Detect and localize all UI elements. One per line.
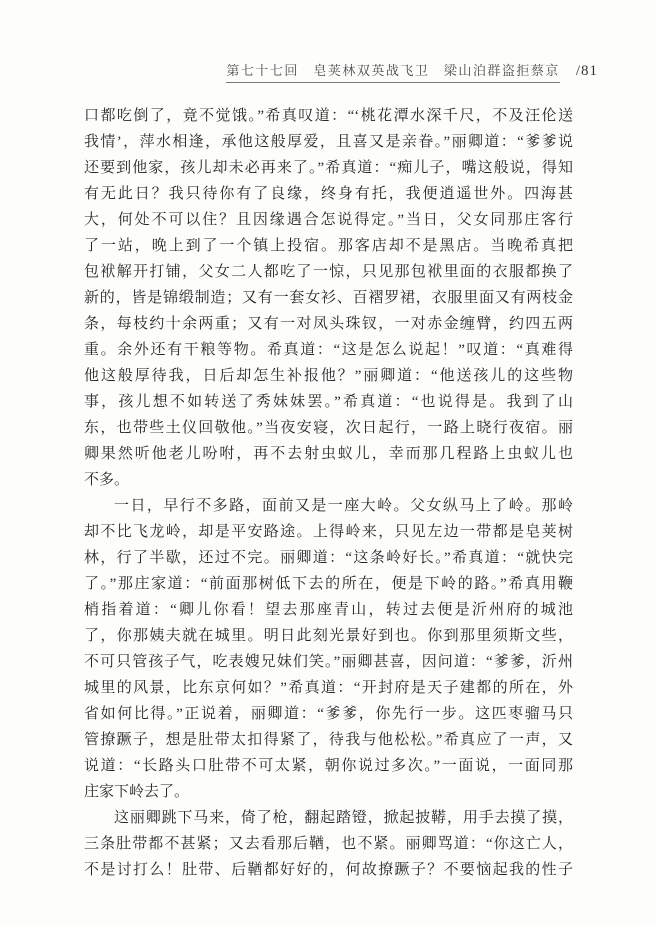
text-line: 庄家下岭去了。	[84, 784, 190, 800]
text-line: 事，孩儿想不如转送了秀妹妹罢。”希真道：“也说得是。我到了山	[84, 394, 573, 410]
chapter-title: 第七十七回 皂荚林双英战飞卫 梁山泊群盗拒蔡京	[226, 60, 560, 83]
text-line: 我情’，萍水相逢，承他这般厚爱，且喜又是亲眷。”丽卿道：“爹爹说	[84, 134, 573, 150]
text-line: 还要到他家，孩儿却未必再来了。”希真道：“痴儿子，嘴这般说，得知	[84, 160, 573, 176]
text-line: 不多。	[84, 472, 130, 488]
running-header	[226, 60, 598, 83]
text-line: 却不比飞龙岭，却是平安路途。上得岭来，只见左边一带都是皂荚树	[84, 524, 573, 540]
text-line: 城里的风景，比东京何如？”希真道：“开封府是天子建都的所在，外	[84, 680, 573, 696]
body-text	[84, 103, 573, 883]
text-line: 了一站，晚上到了一个镇上投宿。那客店却不是黑店。当晚希真把	[84, 238, 573, 254]
text-line: 三条肚带都不甚紧；又去看那后鞧，也不紧。丽卿骂道：“你这亡人，	[84, 836, 573, 852]
text-line: 这丽卿跳下马来，倚了枪，翻起踏镫，掀起披鞯，用手去摸了摸，	[114, 810, 573, 826]
text-line: 东，也带些土仪回敬他。”当夜安寝，次日起行，一路上晓行夜宿。丽	[84, 420, 573, 436]
text-line: 卿果然听他老儿吩咐，再不去射虫蚁儿，幸而那几程路上虫蚁儿也	[84, 446, 573, 462]
text-line: 他这般厚待我，日后却怎生补报他？”丽卿道：“他送孩儿的这些物	[84, 368, 573, 384]
text-line: 有无此日？我只待你有了良缘，终身有托，我便逍遥世外。四海甚	[84, 186, 573, 202]
text-line: 省如何比得。”正说着，丽卿道：“爹爹，你先行一步。这匹枣骝马只	[84, 706, 573, 722]
text-line: 口都吃倒了，竟不觉饿。”希真叹道：“‘桃花潭水深千尺，不及汪伦送	[84, 108, 573, 124]
text-line: 重。余外还有干粮等物。希真道：“这是怎么说起！”叹道：“真难得	[84, 342, 573, 358]
text-line: 大，何处不可以住？且因缘遇合怎说得定。”当日，父女同那庄客行	[84, 212, 573, 228]
text-line: 了。”那庄家道：“前面那树低下去的所在，便是下岭的路。”希真用鞭	[84, 576, 573, 592]
text-line: 林，行了半歇，还过不完。丽卿道：“这条岭好长。”希真道：“就快完	[84, 550, 573, 566]
text-line: 一日，早行不多路，面前又是一座大岭。父女纵马上了岭。那岭	[114, 498, 573, 514]
text-line: 新的，皆是锦缎制造；又有一套女衫、百褶罗裙，衣服里面又有两枝金	[84, 290, 573, 306]
text-line: 梢指着道：“卿儿你看！望去那座青山，转过去便是沂州府的城池	[84, 602, 573, 618]
text-line: 包袱解开打铺，父女二人都吃了一惊，只见那包袱里面的衣服都换了	[84, 264, 573, 280]
page-number: /81	[575, 63, 598, 79]
text-line: 不可只管孩子气，吃表嫂兄妹们笑。”丽卿甚喜，因问道：“爹爹，沂州	[84, 654, 573, 670]
text-line: 说道：“长路头口肚带不可太紧，朝你说过多次。”一面说，一面同那	[84, 758, 573, 774]
text-line: 了，你那姨夫就在城里。明日此刻光景好到也。你到那里须斯文些，	[84, 628, 573, 644]
text-line: 条，每枝约十余两重；又有一对凤头珠钗，一对赤金缠臂，约四五两	[84, 316, 573, 332]
text-line: 管撩蹶子，想是肚带太扣得紧了，待我与他松松。”希真应了一声，又	[84, 732, 573, 748]
text-line: 不是讨打么！肚带、后鞧都好好的，何故撩蹶子？不要恼起我的性子	[84, 862, 573, 878]
